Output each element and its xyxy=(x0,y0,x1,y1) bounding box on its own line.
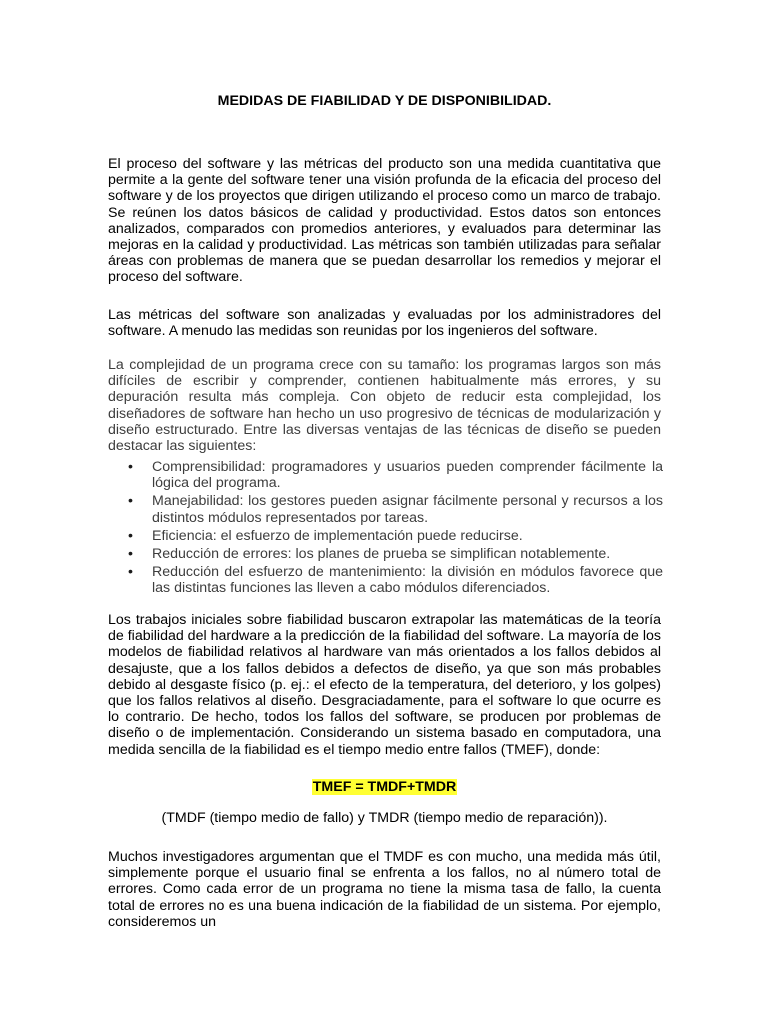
bullet-icon: • xyxy=(128,527,133,544)
list-item-text: Reducción de errores: los planes de prueba se simplifican notablemente. xyxy=(152,546,611,563)
list-item-text: Manejabilidad: los gestores pueden asignar fácilmente personal y recursos a los distintos módulos representados por tareas. xyxy=(152,493,663,526)
paragraph-researchers: Muchos investigadores argumentan que el TMDF es con mucho, una medida más útil, simplemente porque el usuario final se enfrenta a los fallos, no al número total de errores. Como cada error de un programa no tiene la misma tasa de fallo, la cuenta total de errores no es una buena indicación de la fiabilidad de un sistema. Por ejemplo, consideremos un xyxy=(108,849,661,930)
list-item-text: Eficiencia: el esfuerzo de implementación puede reducirse. xyxy=(152,527,523,544)
list-item xyxy=(108,459,663,491)
formula-line xyxy=(108,779,661,796)
list-item xyxy=(108,493,663,525)
paragraph-intro: El proceso del software y las métricas del producto son una medida cuantitativa que permite a la gente del software tener una visión profunda de la eficacia del proceso del software y de los proyectos que dirigen utilizando el proceso como un marco de trabajo. Se reúnen los datos básicos de calidad y productividad. Estos datos son entonces analizados, comparados con promedios anteriores, y evaluados para determinar las mejoras en la calidad y productividad. Las métricas son también utilizadas para señalar áreas con problemas de manera que se puedan desarrollar los remedios y mejorar el proceso del software. xyxy=(108,156,661,286)
paragraph-reliability: Los trabajos iniciales sobre fiabilidad buscaron extrapolar las matemáticas de la teoría de fiabilidad del hardware a la predicción de la fiabilidad del software. La mayoría de los modelos de fiabilidad relativos al hardware van más orientados a los fallos debidos al desajuste, que a los fallos debidos a defectos de diseño, ya que son más probables debido al desgaste físico (p. ej.: el efecto de la temperatura, del deterioro, y los golpes) que los fallos relativos al diseño. Desgraciadamente, para el software lo que ocurre es lo contrario. De hecho, todos los fallos del software, se producen por problemas de diseño o de implementación. Considerando un sistema basado en computadora, una medida sencilla de la fiabilidad es el tiempo medio entre fallos (TMEF), donde: xyxy=(108,612,661,758)
bullet-icon: • xyxy=(128,493,133,510)
document-title: MEDIDAS DE FIABILIDAD Y DE DISPONIBILIDAD. xyxy=(217,93,552,109)
list-item-text: Comprensibilidad: programadores y usuarios pueden comprender fácilmente la lógica del programa. xyxy=(152,459,663,492)
list-item xyxy=(108,528,663,544)
paragraph-metrics: Las métricas del software son analizadas y evaluadas por los administradores del software. A menudo las medidas son reunidas por los ingenieros del software. xyxy=(108,307,661,340)
bullet-icon: • xyxy=(128,564,133,581)
list-item xyxy=(108,564,663,596)
list-item xyxy=(108,546,663,562)
formula-note: (TMDF (tiempo medio de fallo) y TMDR (tiempo medio de reparación)). xyxy=(161,810,608,826)
list-item-text: Reducción del esfuerzo de mantenimiento: la división en módulos favorece que las distintas funciones las lleven a cabo módulos diferenciados. xyxy=(152,564,663,597)
paragraph-complexity: La complejidad de un programa crece con su tamaño: los programas largos son más difíciles de escribir y comprender, contienen habitualmente más errores, y su depuración resulta más compleja. Con objeto de reducir esta complejidad, los diseñadores de software han hecho un uso progresivo de técnicas de modularización y diseño estructurado. Entre las diversas ventajas de las técnicas de diseño se pueden destacar las siguientes: xyxy=(108,357,661,455)
advantages-list xyxy=(108,459,663,599)
formula-highlight: TMEF = TMDF+TMDR xyxy=(312,779,457,795)
bullet-icon: • xyxy=(128,459,133,475)
bullet-icon: • xyxy=(128,546,133,563)
